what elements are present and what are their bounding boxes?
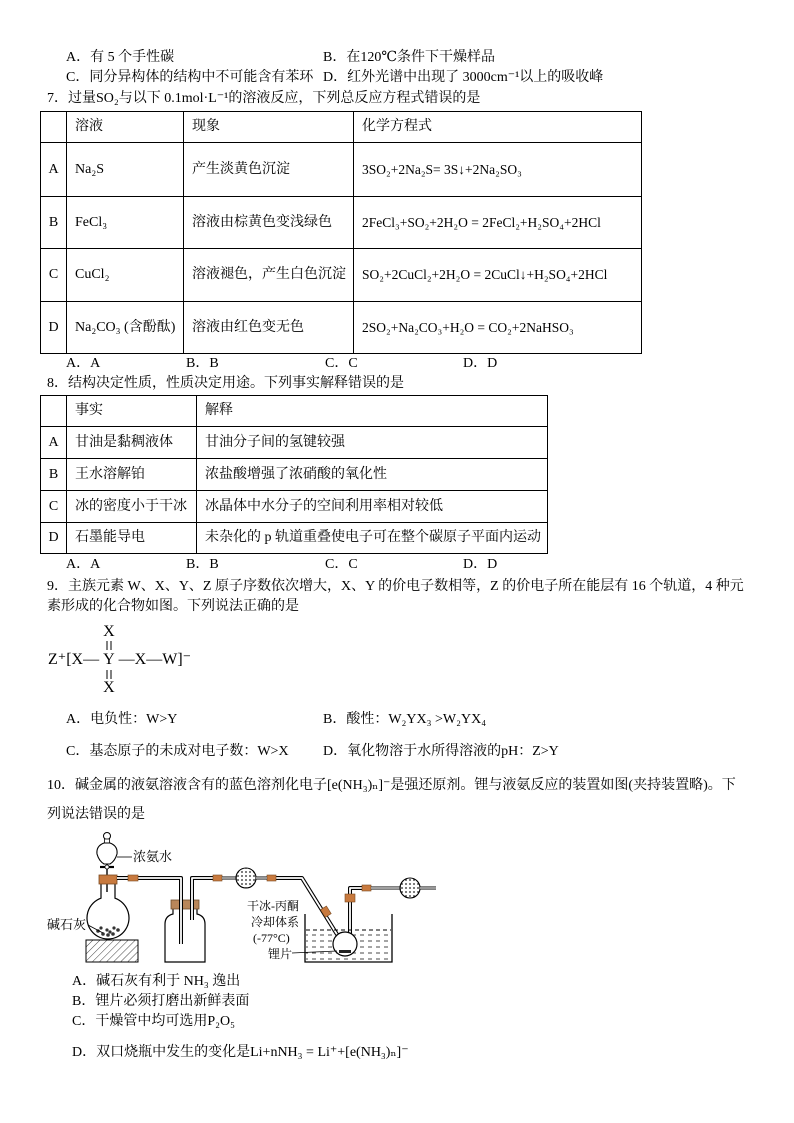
structure-center-group [99,623,119,696]
flask-stopper [99,875,117,884]
q10-option-a: A．碱石灰有利于 NH₃ 逸出 [72,974,241,989]
q7-row-label: D [41,302,67,354]
q7-row-equation: 2SO₂+Na₂CO₃+H₂O = CO₂+2NaHSO₃ [354,302,642,354]
q7-row-phenomenon: 产生淡黄色沉淀 [184,143,354,197]
q8-row-label: B [41,459,67,491]
q9-option-d: D．氧化物溶于水所得溶液的pH：Z>Y [323,744,559,759]
q8-choice-c: C．C [325,557,358,572]
q7-stem: 7．过量SO₂与以下 0.1mol·L⁻¹的溶液反应，下列总反应方程式错误的是 [47,91,481,106]
q8-row-label: C [41,491,67,523]
q7-table-header [41,112,642,143]
q8-row-label: D [41,523,67,554]
q9-stem-line1: 9．主族元素 W、X、Y、Z 原子序数依次增大，X、Y 的价电子数相等，Z 的价电子所在能层有 16 个轨道，4 种元 [47,579,744,594]
label-bath-temp: (-77°C) [253,931,290,945]
q9-option-a: A．电负性：W>Y [66,712,178,727]
q7-row-label: A [41,143,67,197]
top-double-bond [106,641,111,650]
label-soda-lime: 碱石灰 [47,917,87,932]
q10-stem-line1: 10．碱金属的液氨溶液含有的蓝色溶剂化电子[e(NH₃)ₙ]⁻是强还原剂。锂与液氨反应的装置如图(夹持装置略)。下 [47,778,736,793]
q7-table [40,111,642,354]
q8-choice-d: D．D [463,557,498,572]
q9-stem-line2: 素形成的化合物如图。下列说法正确的是 [47,599,299,614]
q8-stem: 8．结构决定性质，性质决定用途。下列事实解释错误的是 [47,376,404,391]
q8-row-label: A [41,427,67,459]
bottle-stopper [171,900,199,909]
structure-left-atoms: Z⁺[X— [48,651,100,668]
q7-choice-d: D．D [463,356,498,371]
q7-header-solution: 溶液 [67,112,184,143]
q7-row-equation: 2FeCl₃+SO₂+2H₂O = 2FeCl₂+H₂SO₄+2HCl [354,197,642,249]
structure-right-atoms: —X—W]⁻ [118,651,192,668]
q10-option-d: D．双口烧瓶中发生的变化是Li+nNH₃ = Li⁺+[e(NH₃)ₙ]⁻ [72,1045,409,1060]
q7-choice-a: A．A [66,356,101,371]
q8-row-explanation: 浓盐酸增强了浓硝酸的氧化性 [197,459,548,491]
q8-header-blank [41,396,67,427]
prev-option-d: D．红外光谱中出现了 3000cm⁻¹以上的吸收峰 [323,70,604,85]
q9-structure-diagram [48,623,192,696]
q8-row-fact: 王水溶解铂 [67,459,197,491]
q8-table [40,395,548,554]
safety-bottle [165,908,205,962]
q7-header-equation: 化学方程式 [354,112,642,143]
q9-option-b: B．酸性：W₂YX₃ >W₂YX₄ [323,712,487,727]
table-row [41,491,548,523]
q8-choice-b: B．B [186,557,219,572]
separatory-funnel [97,843,117,864]
q10-option-c: C．干燥管中均可选用P₂O₅ [72,1014,235,1029]
q7-row-equation: 3SO₂+2Na₂S= 3S↓+2Na₂SO₃ [354,143,642,197]
q8-row-fact: 甘油是黏稠液体 [67,427,197,459]
q8-row-explanation: 甘油分子间的氢键较强 [197,427,548,459]
q7-row-solution: Na₂CO₃ (含酚酞) [67,302,184,354]
structure-center-atom: Y [103,651,115,668]
label-lithium: 锂片 [268,947,293,961]
drying-tube-2 [400,878,420,898]
q7-row-equation: SO₂+2CuCl₂+2H₂O = 2CuCl↓+H₂SO₄+2HCl [354,249,642,302]
table-row [41,197,642,249]
label-bath-line2: 冷却体系 [251,915,300,929]
prev-option-b: B．在120℃条件下干燥样品 [323,50,495,65]
q8-header-explanation: 解释 [197,396,548,427]
q7-row-phenomenon: 溶液由棕黄色变浅绿色 [184,197,354,249]
drying-tube-1 [236,868,256,888]
support-block [86,940,138,962]
prev-option-a: A．有 5 个手性碳 [66,50,175,65]
q7-row-label: C [41,249,67,302]
label-bath-line1: 干冰-丙酮 [247,899,299,913]
prev-option-c: C．同分异构体的结构中不可能含有苯环 [66,70,314,85]
q7-row-solution: CuCl₂ [67,249,184,302]
q7-row-solution: FeCl₃ [67,197,184,249]
q8-table-header [41,396,548,427]
q10-option-b: B．锂片必须打磨出新鲜表面 [72,994,250,1009]
q8-header-fact: 事实 [67,396,197,427]
q8-row-explanation: 未杂化的 p 轨道重叠使电子可在整个碳原子平面内运动 [197,523,548,554]
q10-stem-line2: 列说法错误的是 [47,807,145,822]
structure-bottom-atom: X [103,679,115,696]
bottom-double-bond [106,670,111,679]
q8-row-explanation: 冰晶体中水分子的空间利用率相对较低 [197,491,548,523]
q7-row-solution: Na₂S [67,143,184,197]
table-row [41,302,642,354]
q7-row-phenomenon: 溶液由红色变无色 [184,302,354,354]
q9-option-c: C．基态原子的未成对电子数：W>X [66,744,289,759]
q7-choice-c: C．C [325,356,358,371]
structure-top-atom: X [103,623,115,640]
q7-row-label: B [41,197,67,249]
label-ammonia: 浓氨水 [133,849,173,864]
lithium-piece [339,950,351,953]
q8-choice-a: A．A [66,557,101,572]
table-row [41,523,548,554]
q8-row-fact: 石墨能导电 [67,523,197,554]
table-row [41,427,548,459]
funnel-stopper [104,833,111,840]
table-row [41,143,642,197]
q7-header-phenomenon: 现象 [184,112,354,143]
apparatus-diagram [40,830,440,970]
q7-header-blank [41,112,67,143]
q7-row-phenomenon: 溶液褪色，产生白色沉淀 [184,249,354,302]
q7-choice-b: B．B [186,356,219,371]
q8-row-fact: 冰的密度小于干冰 [67,491,197,523]
table-row [41,459,548,491]
table-row [41,249,642,302]
